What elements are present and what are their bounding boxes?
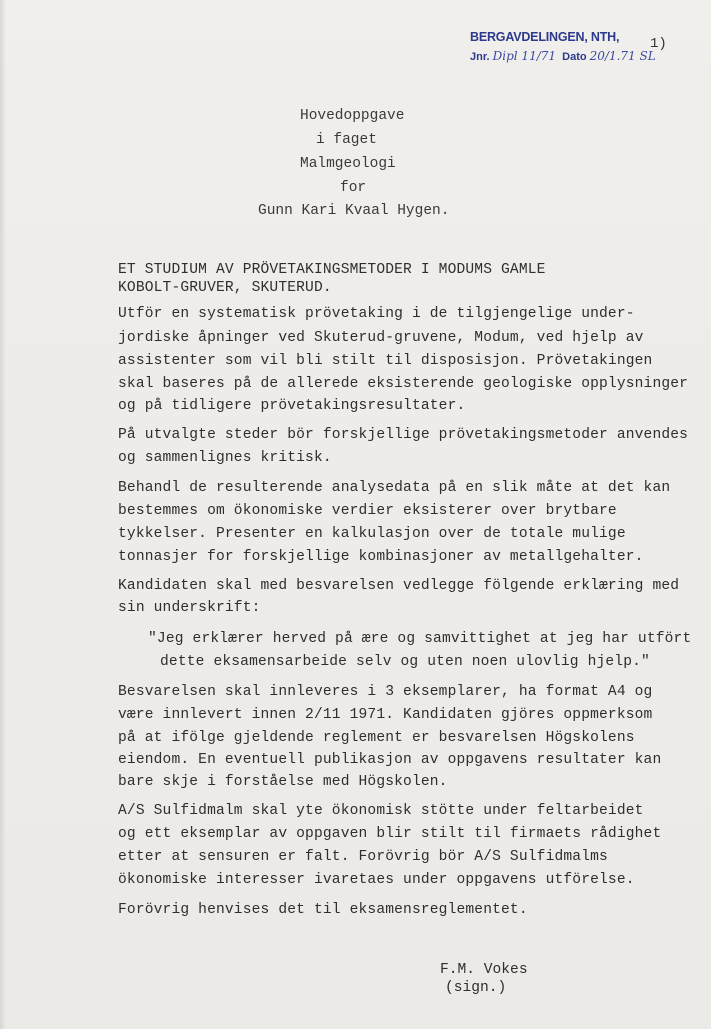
paragraph-3-line: bestemmes om ökonomiske verdier eksisterer over brytbare — [118, 503, 617, 519]
institution-stamp — [470, 30, 670, 82]
paragraph-4-line: Kandidaten skal med besvarelsen vedlegge fölgende erklæring med — [118, 578, 680, 594]
stamp-journal-line — [470, 49, 656, 63]
header-line-1: Hovedoppgave — [300, 108, 405, 124]
header-line-5: Gunn Kari Kvaal Hygen. — [258, 203, 450, 219]
paragraph-6-line: A/S Sulfidmalm skal yte ökonomisk stötte under feltarbeidet — [118, 803, 644, 819]
paragraph-2-line: På utvalgte steder bör forskjellige prövetakingsmetoder anvendes — [118, 427, 689, 443]
signature-note: (sign.) — [445, 980, 507, 996]
paragraph-5-line: Besvarelsen skal innleveres i 3 eksemplarer, ha format A4 og — [118, 684, 653, 700]
paragraph-3-line: Behandl de resulterende analysedata på en slik måte at det kan — [118, 480, 671, 496]
stamp-date-value: 20/1.71 SL — [589, 49, 656, 63]
paragraph-1-line: Utför en systematisk prövetaking i de tilgjengelige under- — [118, 306, 635, 322]
header-line-3: Malmgeologi — [300, 156, 396, 172]
stamp-date-label: Dato — [562, 51, 587, 63]
header-line-4: for — [340, 180, 367, 196]
stamp-institution: BERGAVDELINGEN, NTH, — [470, 30, 620, 44]
scan-shadow — [0, 0, 6, 1029]
paragraph-6-line: og ett eksemplar av oppgaven blir stilt til firmaets rådighet — [118, 826, 662, 842]
paragraph-6-line: ökonomiske interesser ivaretaes under oppgavens utförelse. — [118, 872, 635, 888]
paragraph-5-line: bare skje i forståelse med Högskolen. — [118, 774, 448, 790]
declaration-quote-line: dette eksamensarbeide selv og uten noen ulovlig hjelp." — [160, 654, 650, 670]
paragraph-7-line: Forövrig henvises det til eksamensreglementet. — [118, 902, 528, 918]
paragraph-6-line: etter at sensuren er falt. Forövrig bör A/S Sulfidmalms — [118, 849, 608, 865]
stamp-jnr-label: Jnr. — [470, 51, 490, 63]
paragraph-4-line: sin underskrift: — [118, 600, 261, 616]
paragraph-1-line: skal baseres på de allerede eksisterende geologiske opplysninger — [118, 376, 689, 392]
paragraph-3-line: tonnasjer for forskjellige kombinasjoner av metallgehalter. — [118, 549, 644, 565]
signature-name: F.M. Vokes — [440, 962, 528, 978]
paragraph-5-line: på at ifölge gjeldende reglement er besvarelsen Högskolens — [118, 730, 635, 746]
paragraph-1-line: og på tidligere prövetakingsresultater. — [118, 398, 466, 414]
paragraph-3-line: tykkelser. Presenter en kalkulasjon over de totale mulige — [118, 526, 626, 542]
paragraph-1-line: jordiske åpninger ved Skuterud-gruvene, Modum, ved hjelp av — [118, 330, 644, 346]
paragraph-5-line: være innlevert innen 2/11 1971. Kandidaten gjöres oppmerksom — [118, 707, 653, 723]
header-line-2: i faget — [316, 132, 377, 148]
heading-line-2: KOBOLT-GRUVER, SKUTERUD. — [118, 280, 332, 296]
paragraph-1-line: assistenter som vil bli stilt til disposisjon. Prövetakingen — [118, 353, 653, 369]
paragraph-5-line: eiendom. En eventuell publikasjon av oppgavens resultater kan — [118, 752, 662, 768]
heading-line-1: ET STUDIUM AV PRÖVETAKINGSMETODER I MODUMS GAMLE — [118, 262, 546, 278]
paragraph-2-line: og sammenlignes kritisk. — [118, 450, 332, 466]
stamp-jnr-value: Dipl 11/71 — [492, 49, 557, 63]
page-number: 1) — [650, 36, 667, 52]
declaration-quote-line: "Jeg erklærer herved på ære og samvittighet at jeg har utfört — [148, 631, 692, 647]
